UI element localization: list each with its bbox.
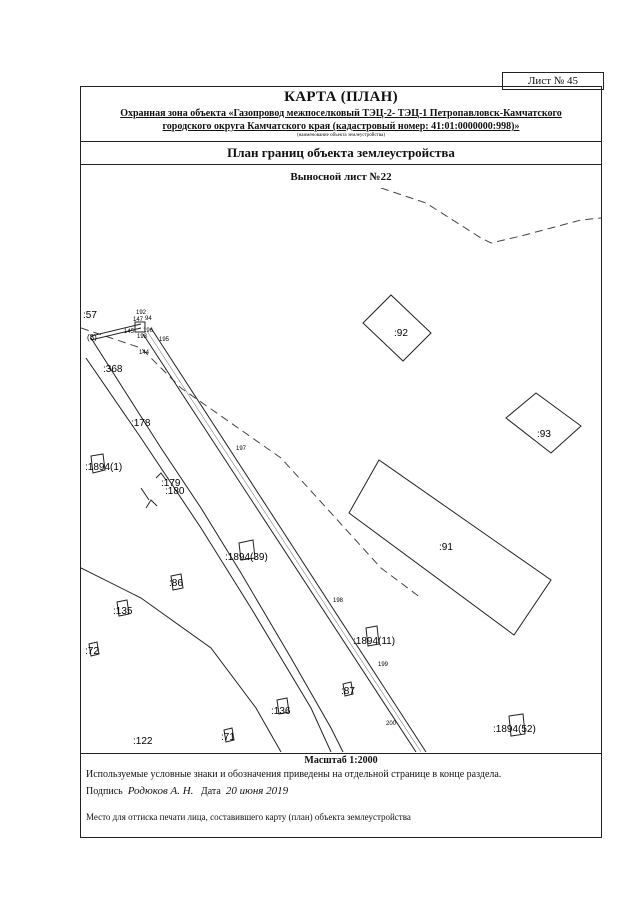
cadastral-map bbox=[81, 188, 601, 752]
point-label-196: 196 bbox=[143, 328, 154, 334]
parcel-label-86: :86 bbox=[169, 578, 183, 589]
signature-line bbox=[86, 785, 288, 797]
parcel-label-368: :368 bbox=[103, 364, 123, 375]
parcel-label-91: :91 bbox=[439, 542, 453, 553]
parcel-label-179: :179 bbox=[161, 478, 181, 489]
divider-line bbox=[80, 141, 602, 142]
parcel-label-8: (8) bbox=[87, 333, 97, 342]
extract-sheet-title: Выносной лист №22 bbox=[290, 171, 392, 183]
parcel-label-1894-39: :1894(39) bbox=[225, 552, 268, 563]
road-edge-right bbox=[91, 338, 343, 752]
parcel-boundary-lower bbox=[81, 568, 281, 752]
pipeline-edge-left bbox=[143, 334, 416, 752]
parcel-label-1894-11: :1894(11) bbox=[353, 636, 396, 647]
parcel-label-178: :178 bbox=[131, 418, 151, 429]
road-notch bbox=[141, 488, 149, 500]
parcel-label-72: :72 bbox=[85, 646, 99, 657]
point-label-145: 145 bbox=[124, 329, 135, 335]
divider-line bbox=[80, 753, 602, 754]
date-label: Дата bbox=[200, 786, 221, 797]
sheet-number-box: Лист № 45 bbox=[502, 72, 604, 90]
object-subtitle bbox=[86, 107, 596, 133]
point-label-198: 198 bbox=[333, 598, 344, 604]
point-label-193: 193 bbox=[137, 334, 148, 340]
road-notch bbox=[146, 500, 157, 508]
point-label-195: 195 bbox=[159, 337, 170, 343]
parcel-93 bbox=[506, 393, 581, 453]
signature-label: Подпись bbox=[86, 786, 123, 797]
stamp-note: Место для оттиска печати лица, составившего карту (план) объекта землеустройства bbox=[86, 812, 411, 822]
parcel-label-1894-1: :1894(1) bbox=[85, 462, 123, 473]
divider-line bbox=[80, 164, 602, 165]
parcel-label-136: :136 bbox=[271, 706, 291, 717]
pipeline-axis bbox=[147, 331, 421, 752]
date-value: 20 июня 2019 bbox=[225, 785, 289, 797]
point-label-200: 200 bbox=[386, 721, 397, 727]
map-scale: Масштаб 1:2000 bbox=[304, 755, 378, 766]
parcel-label-71: :71 bbox=[221, 732, 235, 743]
parcel-label-57: :57 bbox=[83, 310, 97, 321]
parcel-label-93: :93 bbox=[537, 429, 551, 440]
dashed-boundary-north bbox=[381, 188, 601, 243]
parcel-label-122: :122 bbox=[133, 736, 153, 747]
legend-note: Используемые условные знаки и обозначения приведены на отдельной странице в конце раздела. bbox=[86, 769, 502, 780]
parcel-label-92: :92 bbox=[394, 328, 408, 339]
point-label-94: 94 bbox=[145, 316, 152, 322]
parcel-label-1894-52: :1894(52) bbox=[493, 724, 536, 735]
point-label-192: 192 bbox=[136, 310, 147, 316]
parcel-label-180: :180 bbox=[165, 486, 185, 497]
subtitle-line-1: Охранная зона объекта «Газопровод межпоселковый ТЭЦ-2- ТЭЦ-1 Петропавловск-Камчатского bbox=[120, 108, 562, 119]
parcel-label-87: :87 bbox=[341, 686, 355, 697]
map-title: КАРТА (ПЛАН) bbox=[284, 89, 398, 105]
point-label-144: 144 bbox=[139, 350, 150, 356]
subtitle-caption: (наименование объекта землеустройства) bbox=[296, 133, 386, 138]
parcel-label-135: :135 bbox=[113, 606, 133, 617]
plan-title: План границ объекта землеустройства bbox=[227, 145, 455, 160]
point-label-199: 199 bbox=[378, 662, 389, 668]
signature-name: Родюков А. Н. bbox=[127, 785, 194, 797]
point-label-197: 197 bbox=[236, 446, 247, 452]
point-label-147: 147 bbox=[133, 317, 144, 323]
subtitle-line-2: городского округа Камчатского края (кадастровый номер: 41:01:0000000:998)» bbox=[162, 121, 520, 132]
